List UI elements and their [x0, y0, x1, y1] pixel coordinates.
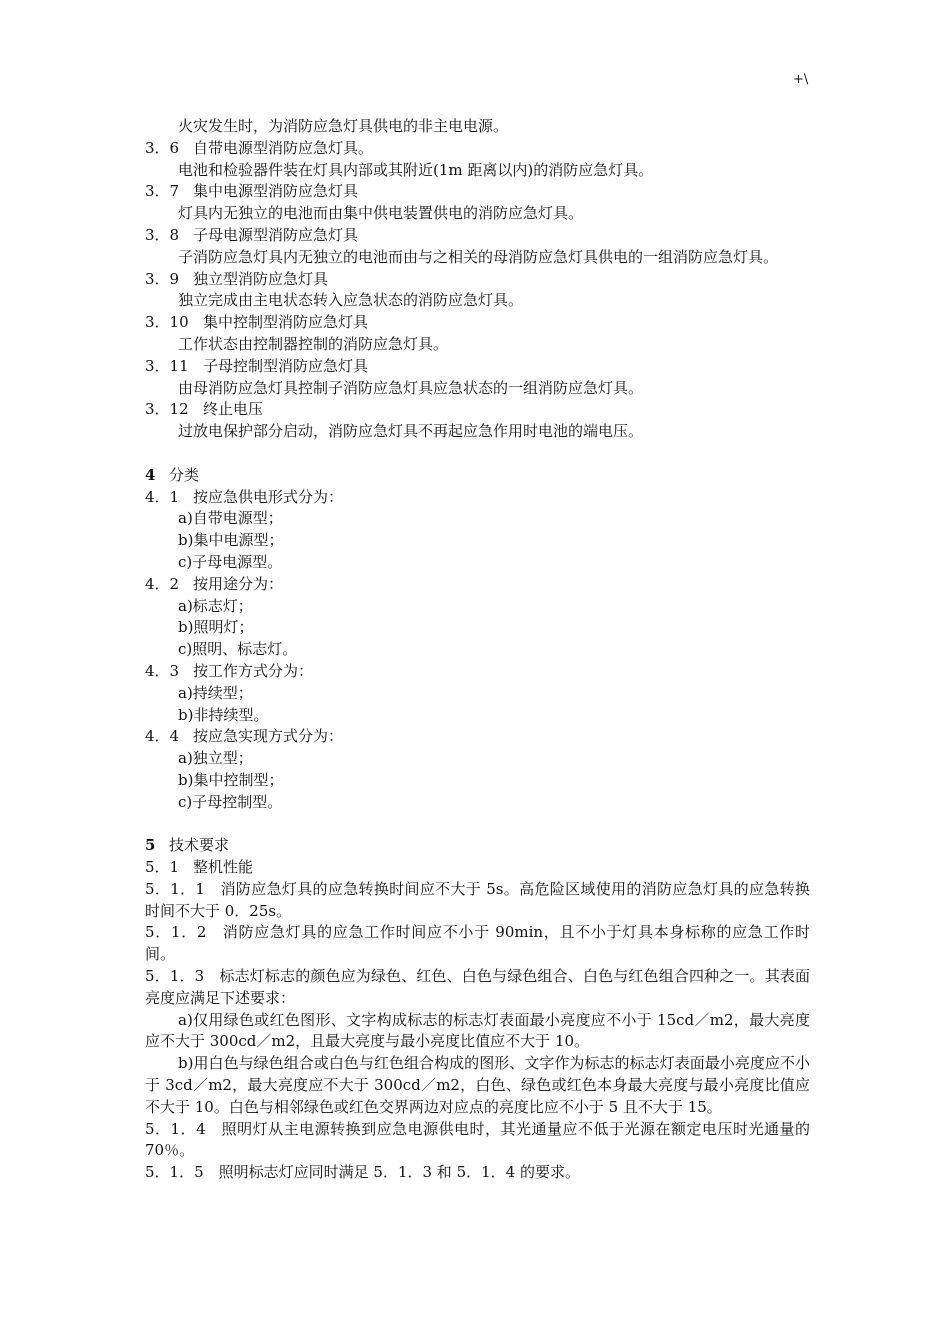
clause-number: 3．7	[145, 182, 180, 201]
clause-title: 按用途分为：	[193, 574, 284, 593]
paragraph: a)仅用绿色或红色图形、文字构成标志的标志灯表面最小亮度应不小于 15cd／m2，最大亮度应不大于 300cd／m2，且最大亮度与最小亮度比值应不大于 10。	[145, 1010, 810, 1051]
paragraph: 火灾发生时，为消防应急灯具供电的非主电电源。	[178, 117, 509, 135]
clause-number: 4．3	[145, 661, 180, 680]
clause-number: 3．12	[145, 400, 189, 419]
clause-heading	[145, 181, 810, 203]
clause-title: 子母控制型消防应急灯具	[203, 356, 369, 375]
clause-title: 集中控制型消防应急灯具	[203, 313, 369, 332]
clause-title: 集中电源型消防应急灯具	[193, 182, 359, 201]
section-title: 技术要求	[169, 836, 230, 855]
list-item: b)照明灯；	[178, 618, 254, 637]
list-item: a)标志灯；	[178, 596, 253, 615]
document-body	[145, 116, 810, 1184]
paragraph: 灯具内无独立的电池而由集中供电装置供电的消防应急灯具。	[178, 204, 584, 223]
clause-heading	[145, 312, 810, 334]
paragraph: 电池和检验器件装在灯具内部或其附近(1m 距离以内)的消防应急灯具。	[178, 160, 654, 179]
clause-heading	[145, 138, 810, 160]
clause-heading	[145, 225, 810, 247]
paragraph: 5．1．5 照明标志灯应同时满足 5．1．3 和 5．1．4 的要求。	[145, 1163, 580, 1182]
list-item: a)自带电源型；	[178, 509, 283, 528]
clause-title: 自带电源型消防应急灯具。	[193, 138, 374, 157]
list-item: c)子母电源型。	[178, 552, 283, 571]
clause-number: 4．4	[145, 727, 180, 746]
clause-number: 5．1	[145, 858, 180, 877]
clause-number: 3．11	[145, 356, 189, 375]
paragraph: 5．1．2 消防应急灯具的应急工作时间应不小于 90min，且不小于灯具本身标称的应急工作时间。	[145, 923, 810, 964]
section-heading	[145, 465, 810, 487]
clause-title: 按应急实现方式分为：	[193, 727, 344, 746]
clause-number: 4．1	[145, 487, 180, 506]
page-mark: +\	[793, 72, 809, 87]
clause-number: 4．2	[145, 574, 180, 593]
clause-heading	[145, 661, 810, 683]
clause-number: 3．6	[145, 138, 180, 157]
clause-number: 3．9	[145, 269, 180, 288]
section-number: 4	[145, 465, 156, 484]
section-number: 5	[145, 836, 156, 855]
clause-title: 按工作方式分为：	[193, 661, 314, 680]
clause-title: 按应急供电形式分为：	[193, 487, 344, 506]
clause-heading	[145, 574, 810, 596]
list-item: c)照明、标志灯。	[178, 640, 298, 659]
spacer	[145, 814, 810, 836]
paragraph: b)用白色与绿色组合或白色与红色组合构成的图形、文字作为标志的标志灯表面最小亮度应不小于 3cd／m2，最大亮度应不大于 300cd／m2，白色、绿色或红色本身最大亮度与最小亮度比值应不大于 10。白色与相邻绿色或红色交界两边对应点的亮度比应不小于 5 且不大于 15。	[145, 1054, 810, 1116]
clause-title: 终止电压	[203, 400, 264, 419]
clause-heading	[145, 356, 810, 378]
paragraph: 独立完成由主电状态转入应急状态的消防应急灯具。	[178, 291, 524, 310]
clause-number: 3．10	[145, 313, 189, 332]
list-item: b)集中电源型；	[178, 531, 284, 550]
list-item: c)子母控制型。	[178, 792, 283, 811]
clause-title: 整机性能	[193, 858, 254, 877]
paragraph: 5．1．1 消防应急灯具的应急转换时间应不大于 5s。高危险区域使用的消防应急灯具的应急转换时间不大于 0．25s。	[145, 879, 810, 920]
paragraph: 子消防应急灯具内无独立的电池而由与之相关的母消防应急灯具供电的一组消防应急灯具。	[178, 247, 779, 266]
section-title: 分类	[169, 465, 200, 484]
paragraph: 5．1．4 照明灯从主电源转换到应急电源供电时，其光通量应不低于光源在额定电压时光通量的 70％。	[145, 1119, 810, 1160]
list-item: b)集中控制型；	[178, 770, 284, 789]
section-heading	[145, 835, 810, 857]
list-item: a)持续型；	[178, 683, 253, 702]
paragraph: 工作状态由控制器控制的消防应急灯具。	[178, 334, 449, 353]
clause-heading	[145, 269, 810, 291]
clause-heading	[145, 726, 810, 748]
clause-title: 独立型消防应急灯具	[193, 269, 329, 288]
paragraph: 过放电保护部分启动，消防应急灯具不再起应急作用时电池的端电压。	[178, 422, 644, 441]
list-item: a)独立型；	[178, 749, 253, 768]
clause-heading	[145, 399, 810, 421]
paragraph: 5．1．3 标志灯标志的颜色应为绿色、红色、白色与绿色组合、白色与红色组合四种之一。其表面亮度应满足下述要求：	[145, 967, 810, 1007]
clause-title: 子母电源型消防应急灯具	[193, 225, 359, 244]
clause-heading	[145, 487, 810, 509]
paragraph: 由母消防应急灯具控制子消防应急灯具应急状态的一组消防应急灯具。	[178, 378, 644, 397]
spacer	[145, 443, 810, 465]
clause-number: 3．8	[145, 225, 180, 244]
list-item: b)非持续型。	[178, 705, 269, 724]
clause-heading	[145, 857, 810, 879]
